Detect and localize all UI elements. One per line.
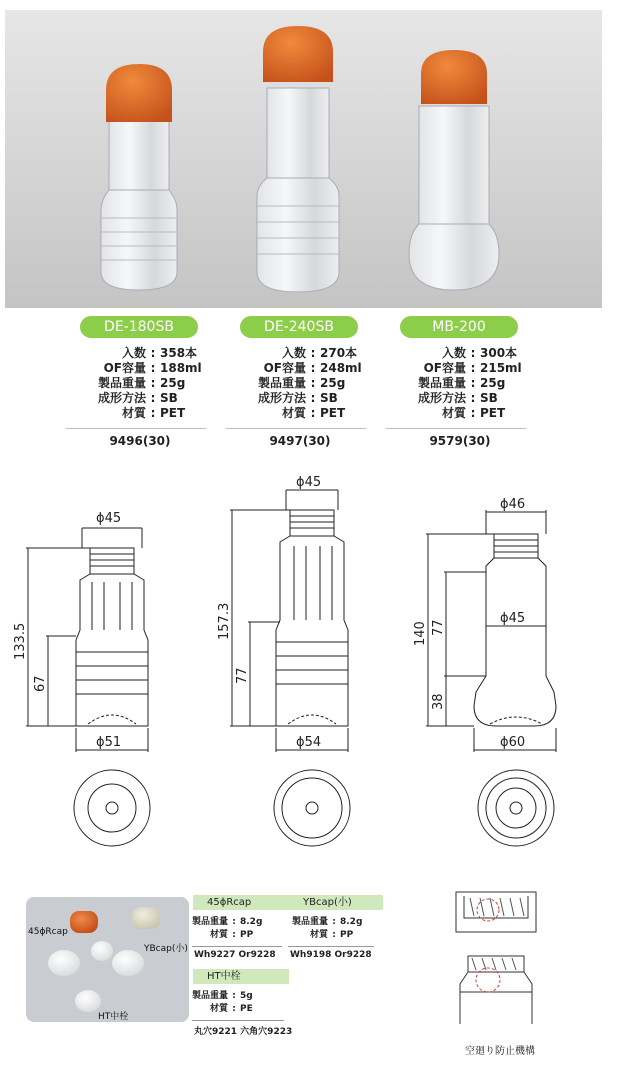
spec-value: PET bbox=[320, 406, 346, 420]
divider bbox=[192, 1020, 284, 1021]
spec-label: 材質 bbox=[209, 930, 228, 940]
dim-mb200-bottom: ϕ60 bbox=[500, 735, 526, 750]
spec-label: OF容量 bbox=[423, 361, 466, 375]
spec-value: 25g bbox=[320, 376, 346, 390]
product-name-mb200: MB-200 bbox=[400, 316, 518, 338]
spec-sep: : bbox=[310, 361, 316, 375]
spec-label: 入数 bbox=[121, 346, 146, 360]
dim-de180sb-lower: 67 bbox=[33, 675, 48, 692]
spec-label: 成形方法 bbox=[97, 391, 146, 405]
bottle-de240sb bbox=[257, 26, 339, 292]
dim-de180sb-bottom: ϕ51 bbox=[96, 735, 122, 750]
cap-label-ht: HT中栓 bbox=[98, 1012, 129, 1022]
cap-title-ybcap: YBcap(小) bbox=[289, 895, 383, 910]
spec-value: PET bbox=[160, 406, 186, 420]
spec-label: 材質 bbox=[441, 406, 466, 420]
spec-table-de180sb bbox=[70, 346, 202, 421]
cap-codes-ybcap: Wh9198 Or9228 bbox=[290, 950, 372, 960]
spec-sep: : bbox=[332, 917, 336, 927]
divider bbox=[66, 428, 206, 429]
dim-de240sb-height: 157.3 bbox=[217, 602, 232, 640]
spec-value: 300本 bbox=[480, 346, 518, 360]
spec-sep: : bbox=[232, 1004, 236, 1014]
spec-table-mb200 bbox=[390, 346, 522, 421]
divider bbox=[386, 428, 526, 429]
bottle-de180sb bbox=[101, 64, 177, 290]
spec-label: OF容量 bbox=[263, 361, 306, 375]
spec-value: 270本 bbox=[320, 346, 358, 360]
spec-value: PET bbox=[480, 406, 506, 420]
spec-sep: : bbox=[470, 361, 476, 375]
spec-label: 製品重量 bbox=[257, 376, 306, 390]
product-name-de180sb: DE-180SB bbox=[80, 316, 198, 338]
spec-value: PE bbox=[240, 1004, 253, 1014]
spec-value: 25g bbox=[480, 376, 506, 390]
spec-label: 材質 bbox=[281, 406, 306, 420]
spec-value: 8.2g bbox=[340, 917, 363, 927]
cap-spec-rcap bbox=[180, 916, 262, 942]
dim-de240sb-lower: 77 bbox=[235, 667, 250, 684]
dim-mb200-height: 140 bbox=[413, 621, 428, 646]
spec-label: 製品重量 bbox=[291, 917, 328, 927]
spec-sep: : bbox=[150, 376, 156, 390]
mechanism-caption: 空廻り防止機構 bbox=[465, 1046, 535, 1057]
product-name-de240sb: DE-240SB bbox=[240, 316, 358, 338]
spec-value: PP bbox=[340, 930, 354, 940]
cap-codes-rcap: Wh9227 Or9228 bbox=[194, 950, 276, 960]
technical-drawings bbox=[0, 470, 640, 870]
drawing-mb200 bbox=[426, 510, 556, 846]
bottle-mb200 bbox=[409, 50, 499, 290]
spec-sep: : bbox=[150, 346, 156, 360]
product-code-mb200: 9579(30) bbox=[429, 434, 491, 448]
spec-label: 材質 bbox=[121, 406, 146, 420]
cap-title-rcap: 45ϕRcap bbox=[193, 895, 289, 910]
spec-sep: : bbox=[310, 346, 316, 360]
caps-illustration bbox=[26, 897, 189, 1022]
spec-label: 製品重量 bbox=[191, 917, 228, 927]
spec-sep: : bbox=[470, 376, 476, 390]
spec-sep: : bbox=[150, 361, 156, 375]
cap-title-ht: HT中栓 bbox=[193, 969, 289, 984]
dim-mb200-top: ϕ46 bbox=[500, 497, 526, 512]
spec-value: 5g bbox=[240, 991, 253, 1001]
spec-label: 入数 bbox=[441, 346, 466, 360]
anti-spin-mechanism-drawing bbox=[440, 884, 560, 1034]
spec-value: 188ml bbox=[160, 361, 202, 375]
spec-value: PP bbox=[240, 930, 254, 940]
cap-spec-ybcap bbox=[280, 916, 362, 942]
cap-codes-ht: 丸穴9221 六角穴9223 bbox=[194, 1027, 293, 1037]
product-photo bbox=[5, 10, 602, 308]
spec-sep: : bbox=[232, 930, 236, 940]
dim-mb200-mid: ϕ45 bbox=[500, 611, 526, 626]
divider bbox=[192, 946, 282, 947]
spec-sep: : bbox=[232, 991, 236, 1001]
spec-value: 215ml bbox=[480, 361, 522, 375]
spec-sep: : bbox=[150, 406, 156, 420]
cap-spec-ht bbox=[180, 990, 253, 1016]
spec-label: 材質 bbox=[209, 1004, 228, 1014]
spec-sep: : bbox=[150, 391, 156, 405]
spec-sep: : bbox=[310, 406, 316, 420]
spec-label: 入数 bbox=[281, 346, 306, 360]
spec-value: 8.2g bbox=[240, 917, 263, 927]
divider bbox=[226, 428, 366, 429]
dim-de240sb-bottom: ϕ54 bbox=[296, 735, 322, 750]
spec-label: 材質 bbox=[309, 930, 328, 940]
spec-value: SB bbox=[320, 391, 338, 405]
spec-value: 248ml bbox=[320, 361, 362, 375]
spec-table-de240sb bbox=[230, 346, 362, 421]
caps-photo bbox=[26, 897, 189, 1022]
spec-label: 製品重量 bbox=[417, 376, 466, 390]
dim-mb200-mid-height: 77 bbox=[431, 619, 446, 636]
spec-label: 製品重量 bbox=[191, 991, 228, 1001]
spec-label: 製品重量 bbox=[97, 376, 146, 390]
spec-label: 成形方法 bbox=[257, 391, 306, 405]
spec-sep: : bbox=[470, 346, 476, 360]
spec-sep: : bbox=[310, 391, 316, 405]
dim-mb200-lower: 38 bbox=[431, 693, 446, 710]
spec-value: SB bbox=[480, 391, 498, 405]
spec-sep: : bbox=[310, 376, 316, 390]
spec-label: 成形方法 bbox=[417, 391, 466, 405]
spec-sep: : bbox=[332, 930, 336, 940]
spec-value: SB bbox=[160, 391, 178, 405]
bottles-photo bbox=[5, 10, 602, 308]
spec-value: 25g bbox=[160, 376, 186, 390]
dim-de240sb-top: ϕ45 bbox=[296, 475, 322, 490]
cap-label-ybcap: YBcap(小) bbox=[144, 944, 188, 954]
dim-de180sb-top: ϕ45 bbox=[96, 511, 122, 526]
spec-sep: : bbox=[232, 917, 236, 927]
spec-label: OF容量 bbox=[103, 361, 146, 375]
dim-de180sb-height: 133.5 bbox=[13, 622, 28, 660]
cap-label-rcap: 45ϕRcap bbox=[28, 927, 68, 937]
spec-value: 358本 bbox=[160, 346, 198, 360]
divider bbox=[288, 946, 374, 947]
spec-sep: : bbox=[470, 391, 476, 405]
product-code-de180sb: 9496(30) bbox=[109, 434, 171, 448]
product-code-de240sb: 9497(30) bbox=[269, 434, 331, 448]
spec-sep: : bbox=[470, 406, 476, 420]
